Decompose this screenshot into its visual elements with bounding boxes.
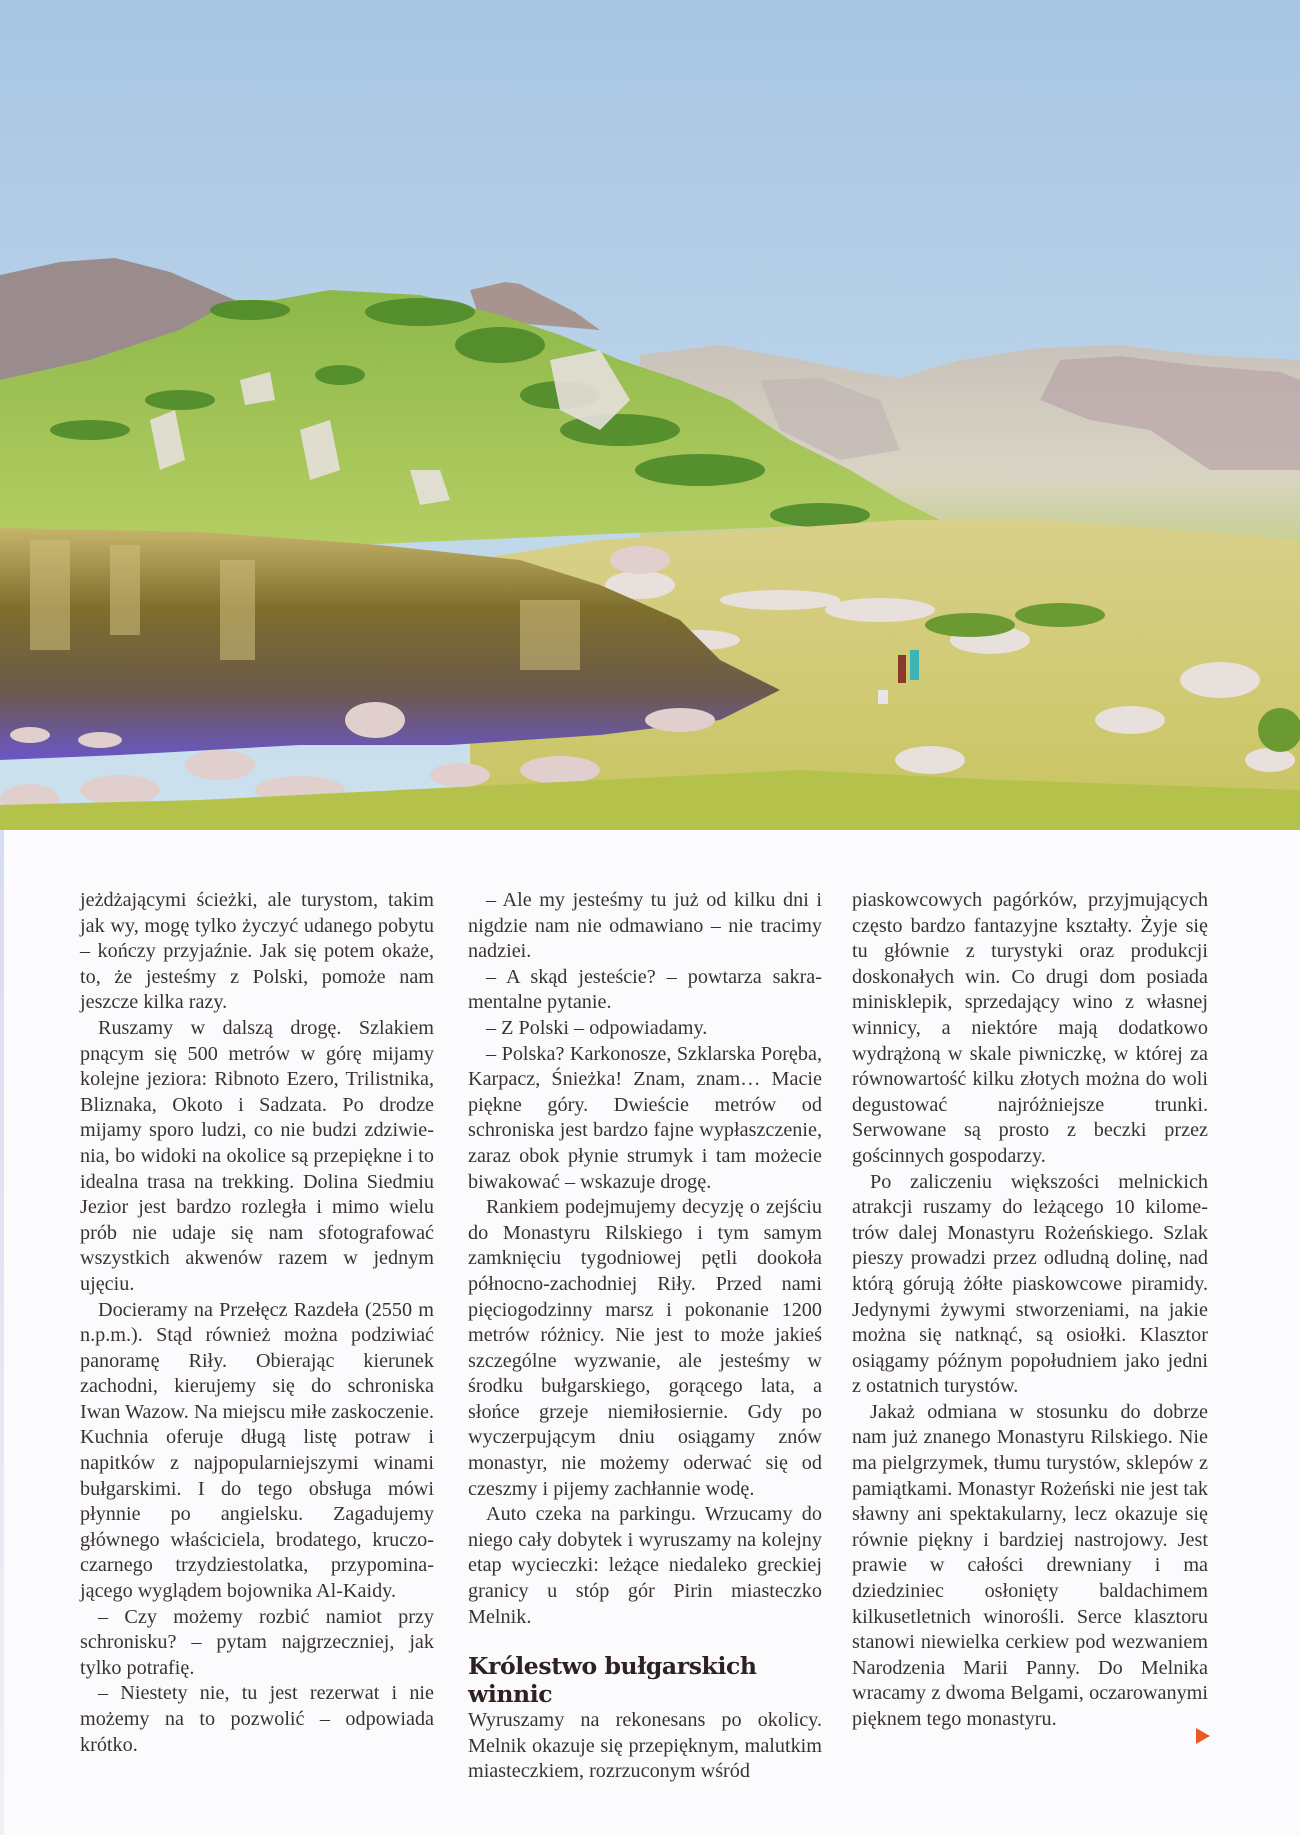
paragraph: Rankiem podejmujemy decyzję o zejściu do Monastyru Rilskiego i tym samym zamknięciu tygodniowej pętli dookoła północno-zachodniej Riły. Przed nami pięciogodzinny marsz i pokonanie 1200 metrów różnicy. Nie jest to może jakieś szczególne wyzwanie, ale jesteśmy w środku bułgarskiego, gorącego lata, a słońce grzeje niemiłosiernie. Gdy po wyczerpującym dniu osiągamy znów monastyr, nie możemy oderwać się od czeszmy i pijemy zachłannie wodę. — [468, 1196, 822, 1500]
paragraph: piaskowcowych pagórków, przyjmujących często bardzo fantazyjne kształty. Żyje się tu głównie z turystyki oraz produkcji doskonałych win. Co drugi dom posiada minisklepik, sprzedający wino z własnej winnicy, a niektóre mają dodatkowo wydrążoną w skale piwniczkę, w której za równowartość kilku złotych można do woli degustować najróżniejsze trunki. Serwowane są prosto z beczki przez gościnnych gospodarzy. — [852, 889, 1208, 1167]
paragraph: – Niestety nie, tu jest rezerwat i nie możemy na to pozwolić – odpowiada krótko. — [80, 1682, 434, 1756]
paragraph: – Z Polski – odpowiadamy. — [486, 1016, 708, 1039]
text-column-1 — [80, 888, 434, 1758]
paragraph: Ruszamy w dalszą drogę. Szlakiem pnącym się 500 metrów w górę mijamy kolejne jeziora: Ribnoto Ezero, Trilistnika, Bliznaka, Okoto i Sadzata. Po drodze mijamy sporo ludzi, co nie budzi zdziwienia, bo widoki na okolice są przepiękne i to idealna trasa na trekking. Dolina Siedmiu Jezior jest bardzo rozległa i mimo wielu prób nie udaje się nam sfotografować wszystkich akwenów razem w jednym ujęciu. — [80, 1016, 434, 1295]
paragraph: – A skąd jesteście? – powtarza sakramentalne pytanie. — [468, 965, 822, 1014]
paragraph: Po zaliczeniu większości melnickich atrakcji ruszamy do leżącego 10 kilometrów dalej Monastyru Rożeńskiego. Szlak pieszy prowadzi przez odludną dolinę, nad którą górują żółte piaskowcowe piramidy. Jedynymi żywymi stworzeniami, na jakie można się natknąć, są osiołki. Klasztor osiągamy późnym popołudniem jako jedni z ostatnich turystów. — [852, 1170, 1208, 1398]
paragraph: jeżdżającymi ścieżki, ale turystom, takim jak wy, mogę tylko życzyć udanego pobytu – kończy przyjaźnie. Jak się potem okaże, to, że jesteśmy z Polski, pomoże nam jeszcze kilka razy. — [80, 889, 434, 1014]
triangle-right-icon — [1196, 1728, 1210, 1744]
paragraph: Auto czeka na parkingu. Wrzucamy do niego cały dobytek i wyruszamy na kolejny etap wycieczki: leżące niedaleko greckiej granicy u stóp gór Pirin miasteczko Melnik. — [468, 1503, 822, 1628]
paragraph: – Czy możemy rozbić namiot przy schronisku? – pytam najgrzeczniej, jak tylko potrafię. — [80, 1605, 434, 1679]
paragraph: – Polska? Karkonosze, Szklarska Poręba, Karpacz, Śnieżka! Znam, znam… Macie piękne góry. Dwieście metrów od schroniska jest bardzo fajne wypłaszczenie, zaraz obok płynie strumyk i tam możecie biwakować – wskazuje drogę. — [468, 1042, 822, 1193]
section-subheading: Królestwo bułgarskich winnic — [468, 1652, 757, 1709]
text-column-2 — [468, 888, 822, 1785]
paragraph: Wyruszamy na rekonesans po okolicy. Melnik okazuje się przepięknym, malutkim miasteczkiem, rozrzuconym wśród — [468, 1709, 822, 1783]
paragraph: Jakaż odmiana w stosunku do dobrze nam już znanego Monastyru Rilskiego. Nie ma pielgrzymek, tłumu turystów, sklepów z pamiątkami. Monastyr Rożeński nie jest tak sławny ani spektakularny, lecz okazuje się równie piękny i bardziej nastrojowy. Jest prawie w całości drewniany i ma dziedziniec osłonięty baldachimem kilkusetletnich winorośli. Serce klasztoru stanowi niewielka cerkiew pod wezwaniem Narodzenia Marii Panny. Do Melnika wracamy z dwoma Belgami, oczarowanymi pięknem tego monastyru. — [852, 1400, 1208, 1730]
paragraph: Docieramy na Przełęcz Razdeła (2550 m n.p.m.). Stąd również można podziwiać panoramę Riły. Obierając kierunek zachodni, kierujemy się do schroniska Iwan Wazow. Na miejscu miłe zaskoczenie. Kuchnia oferuje długą listę potraw i napitków z najpopularniejszymi winami bułgarskimi. I do tego obsługa mówi płynnie po angielsku. Zagadujemy głównego właściciela, brodatego, kruczoczarnego trzydziestolatka, przypominającego wyglądem bojownika Al-Kaidy. — [80, 1298, 434, 1603]
paragraph: – Ale my jesteśmy tu już od kilku dni i nigdzie nam nie odmawiano – nie tracimy nadziei. — [468, 889, 822, 963]
landscape-photo — [0, 0, 1300, 830]
text-column-3 — [852, 888, 1208, 1733]
mountain-lake-illustration — [0, 0, 1300, 830]
